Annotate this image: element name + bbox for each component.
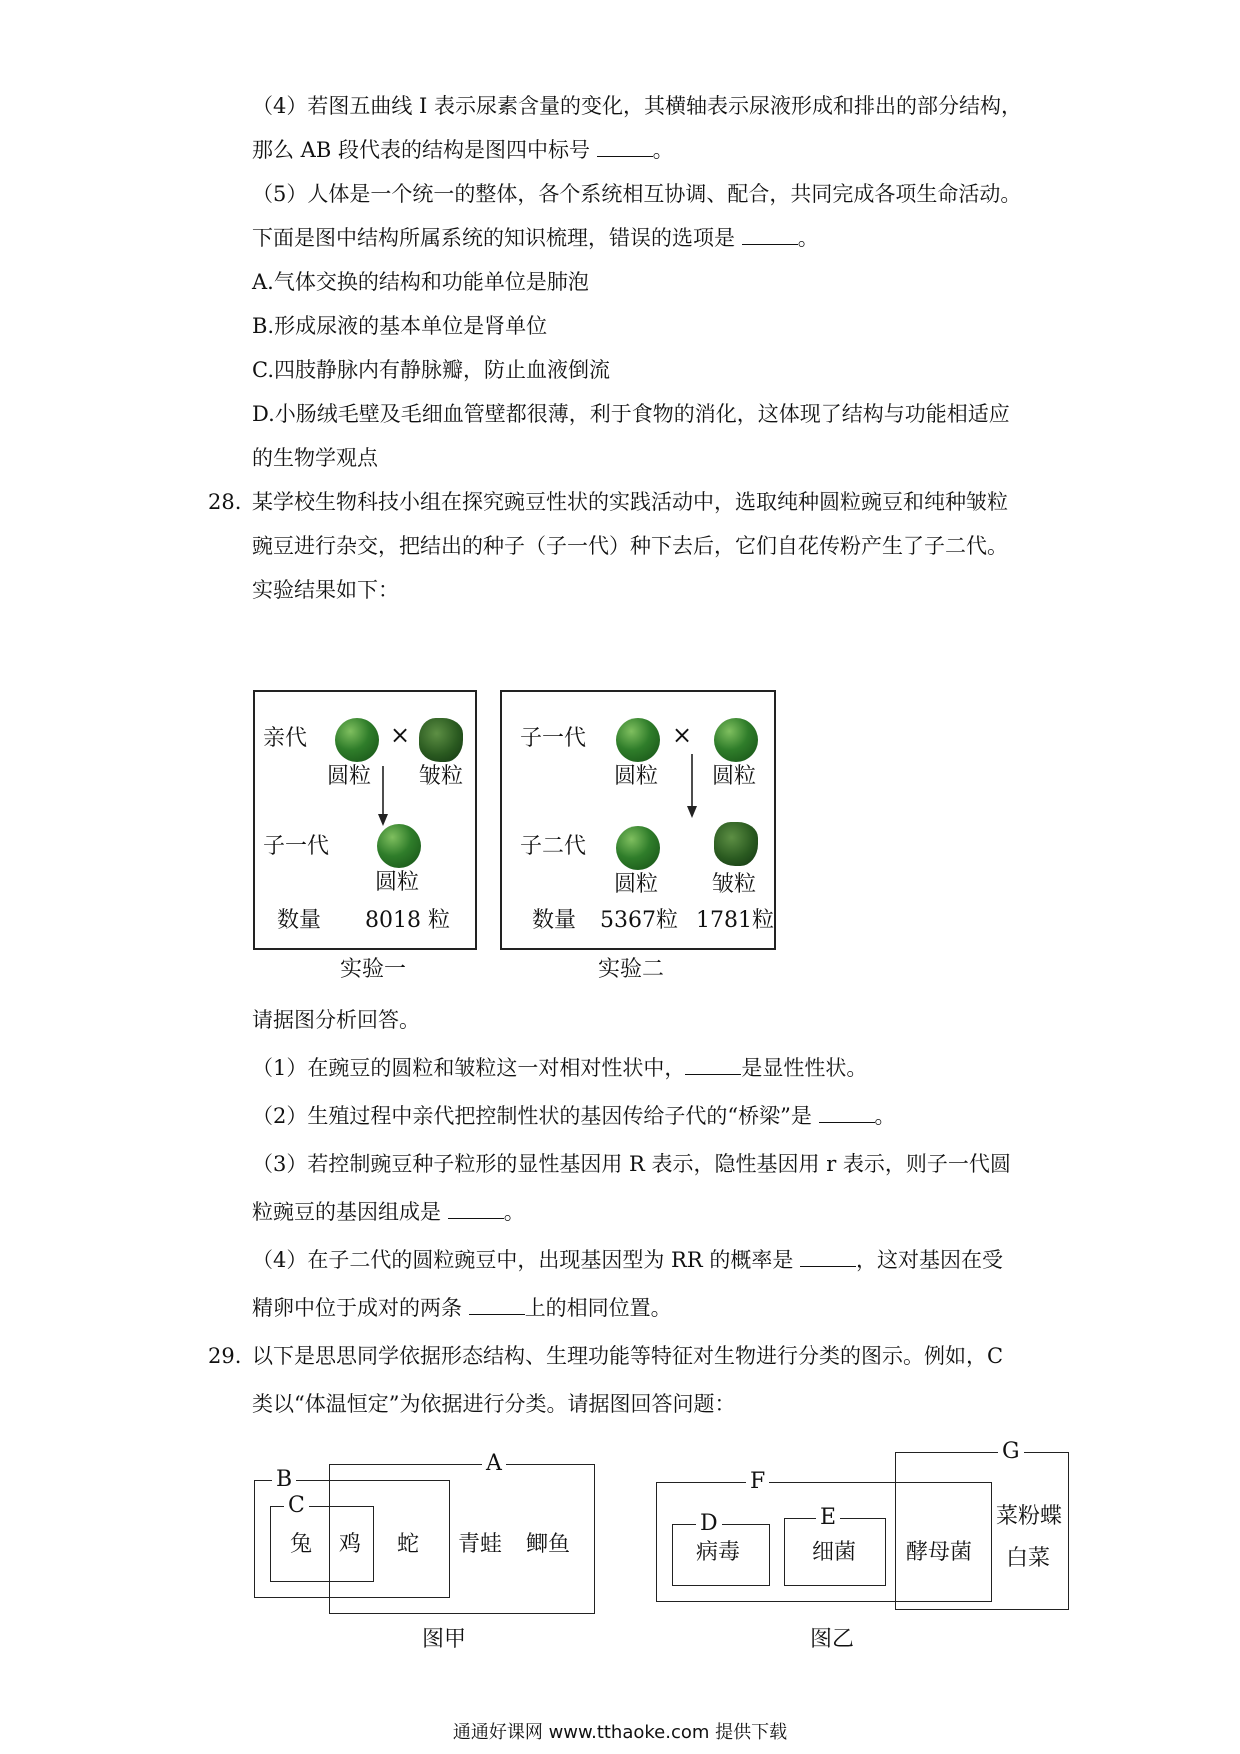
q27-part4-line2 [252,136,674,164]
virus-label: 病毒 [696,1540,741,1565]
q28-prompt: 请据图分析回答。 [252,1008,420,1032]
parent-2-label: 皱粒 [419,764,464,789]
figure-b-caption: 图乙 [810,1627,855,1652]
set-g-label: G [998,1440,1024,1464]
f2-phenotype-wrinkled: 皱粒 [712,872,757,897]
parent-1-label: 圆粒 [327,764,372,789]
q28-sub1 [252,1054,867,1082]
q27-part5-line2 [252,224,819,252]
parent-2-label: 圆粒 [712,764,757,789]
count-label: 数量 [277,908,322,933]
q27-part5-end: 。 [797,226,819,250]
q28-line1: 某学校生物科技小组在探究豌豆性状的实践活动中，选取纯种圆粒豌豆和纯种皱粒 [252,490,1008,514]
answer-blank[interactable] [469,1296,525,1315]
set-d-label: D [696,1512,722,1536]
bacteria-label: 细菌 [812,1540,857,1565]
yeast-label: 酵母菌 [906,1540,973,1565]
round-count: 5367粒 [600,908,678,933]
set-a-label: A [482,1452,506,1476]
q28-sub4-text: （4）在子二代的圆粒豌豆中，出现基因型为 RR 的概率是 [252,1248,794,1272]
q28-sub1-text: （1）在豌豆的圆粒和皱粒这一对相对性状中， [252,1056,686,1080]
figure-a-caption: 图甲 [422,1627,467,1652]
snake-label: 蛇 [397,1532,420,1557]
rabbit-label: 兔 [290,1532,313,1557]
q28-sub3-line1: （3）若控制豌豆种子粒形的显性基因用 R 表示，隐性基因用 r 表示，则子一代圆 [252,1152,1011,1176]
set-c-label: C [284,1494,309,1518]
q28-sub3-text: 粒豌豆的基因组成是 [252,1200,441,1224]
q28-line3: 实验结果如下： [252,578,399,602]
f1-parent-label: 子一代 [520,726,587,751]
f2-label: 子二代 [520,834,587,859]
q28-sub3-end: 。 [503,1200,525,1224]
round-pea-icon [616,718,660,762]
answer-blank[interactable] [448,1200,504,1219]
q28-sub4-mid: ，这对基因在受 [856,1248,1004,1272]
down-arrow-icon [377,766,389,828]
round-pea-icon [377,824,421,868]
q28-sub1-end: 是显性性状。 [741,1056,868,1080]
q28-line2: 豌豆进行杂交，把结出的种子（子一代）种下去后，它们自花传粉产生了子二代。 [252,534,1008,558]
frog-label: 青蛙 [458,1532,503,1557]
chicken-label: 鸡 [339,1532,362,1557]
answer-blank[interactable] [819,1104,875,1123]
butterfly-label: 菜粉蝶 [996,1504,1063,1529]
experiment-1-caption: 实验一 [340,957,407,982]
q28-sub4-line1 [252,1246,1003,1274]
footer-watermark: 通通好课网 www.tthaoke.com 提供下载 [452,1722,788,1743]
crucian-label: 鲫鱼 [526,1532,571,1557]
cross-symbol: × [390,721,411,749]
answer-blank[interactable] [685,1056,741,1075]
set-e-label: E [816,1506,840,1530]
round-pea-icon [714,718,758,762]
q28-sub4-end: 上的相同位置。 [524,1296,672,1320]
q29-line2: 类以“体温恒定”为依据进行分类。请据图回答问题： [252,1392,736,1416]
question-number-28: 28. [208,490,242,514]
q28-sub2-end: 。 [874,1104,896,1128]
f1-phenotype: 圆粒 [375,870,420,895]
experiment-2-caption: 实验二 [598,957,665,982]
option-c: C.四肢静脉内有静脉瓣，防止血液倒流 [252,358,610,382]
q28-sub4-line2 [252,1294,672,1322]
answer-blank[interactable] [800,1248,856,1267]
cross-symbol: × [672,721,693,749]
f2-phenotype-round: 圆粒 [614,872,659,897]
q27-part4-line1: （4）若图五曲线 I 表示尿素含量的变化，其横轴表示尿液形成和排出的部分结构， [252,94,1023,118]
q27-part5-line1: （5）人体是一个统一的整体，各个系统相互协调、配合，共同完成各项生命活动。 [252,182,1022,206]
round-pea-icon [335,718,379,762]
answer-blank[interactable] [597,138,653,157]
experiment-2-figure [500,690,776,950]
wrinkled-count: 1781粒 [696,908,774,933]
question-number-29: 29. [208,1344,242,1368]
q27-part5-text: 下面是图中结构所属系统的知识梳理，错误的选项是 [252,226,735,250]
q28-sub4-text2: 精卵中位于成对的两条 [252,1296,462,1320]
set-f-label: F [746,1470,769,1494]
wrinkled-pea-icon [419,718,463,762]
option-a: A.气体交换的结构和功能单位是肺泡 [252,270,589,294]
q28-sub2-text: （2）生殖过程中亲代把控制性状的基因传给子代的“桥梁”是 [252,1104,812,1128]
down-arrow-icon [686,754,698,820]
parent-label: 亲代 [263,726,308,751]
f1-count: 8018 粒 [365,908,450,933]
q27-part4-text: 那么 AB 段代表的结构是图四中标号 [252,138,590,162]
f1-label: 子一代 [263,834,330,859]
set-g-box [895,1452,1069,1610]
count-label: 数量 [532,908,577,933]
experiment-1-figure [253,690,477,950]
cabbage-label: 白菜 [1006,1546,1051,1571]
answer-blank[interactable] [742,226,798,245]
option-b: B.形成尿液的基本单位是肾单位 [252,314,548,338]
q28-sub2 [252,1102,896,1130]
q28-sub3-line2 [252,1198,525,1226]
q27-part4-end: 。 [652,138,674,162]
round-pea-icon [616,826,660,870]
wrinkled-pea-icon [714,822,758,866]
option-d-line2: 的生物学观点 [252,446,378,470]
option-d-line1: D.小肠绒毛壁及毛细血管壁都很薄，利于食物的消化，这体现了结构与功能相适应 [252,402,1010,426]
set-b-label: B [272,1468,296,1492]
parent-1-label: 圆粒 [614,764,659,789]
q29-line1: 以下是思思同学依据形态结构、生理功能等特征对生物进行分类的图示。例如，C [252,1344,1004,1368]
